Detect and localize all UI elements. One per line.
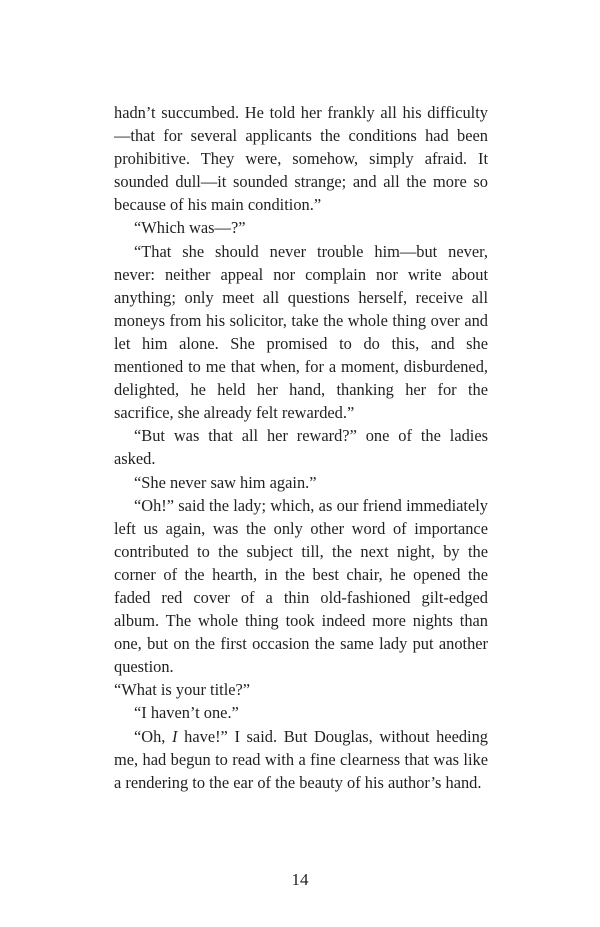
paragraph-condition: “That she should never trouble him—but never, never: neither appeal nor complain nor write about anything; only meet all questions herself, receive all moneys from his solicitor, take the whole thing over and let him alone. She promised to do this, and she mentioned to me that when, for a moment, disburdened, delighted, he held her hand, thanking her for the sacrifice, she already felt rewarded.”: [114, 241, 488, 423]
paragraph-no-title: “I haven’t one.”: [134, 703, 239, 723]
paragraph-reward-question: “But was that all her reward?” one of the ladies asked.: [114, 426, 488, 469]
paragraph-oh-said-lady: “Oh!” said the lady; which, as our friend immediately left us again, was the only other word of importance contributed to the subject till, the next night, by the corner of the hearth, in the best chair, he opened the faded red cover of a thin old-fashioned gilt-edged album. The whole thing took indeed more nights than one, but on the first occasion the same lady put another question.: [114, 495, 488, 677]
paragraph-title-question: “What is your title?”: [114, 680, 251, 700]
quote-opening: “Oh,: [134, 726, 173, 746]
page-number: 14: [291, 870, 309, 889]
italic-word: I: [172, 726, 178, 746]
paragraph-which-was: “Which was—?”: [134, 218, 246, 238]
paragraph-douglas-reads: [114, 725, 488, 794]
paragraph-never-saw: “She never saw him again.”: [134, 472, 317, 492]
quote-remainder: have!” I said. But Douglas, without heeding me, had begun to read with a fine clearness that was like a rendering to the ear of the beauty of his author’s hand.: [114, 726, 488, 792]
paragraph-continuation: hadn’t succumbed. He told her frankly all his difficulty—that for several applicants the conditions had been prohibitive. They were, somehow, simply afraid. It sounded dull—it sounded strange; and all the more so because of his main condition.”: [114, 103, 488, 215]
body-text: [114, 101, 488, 794]
